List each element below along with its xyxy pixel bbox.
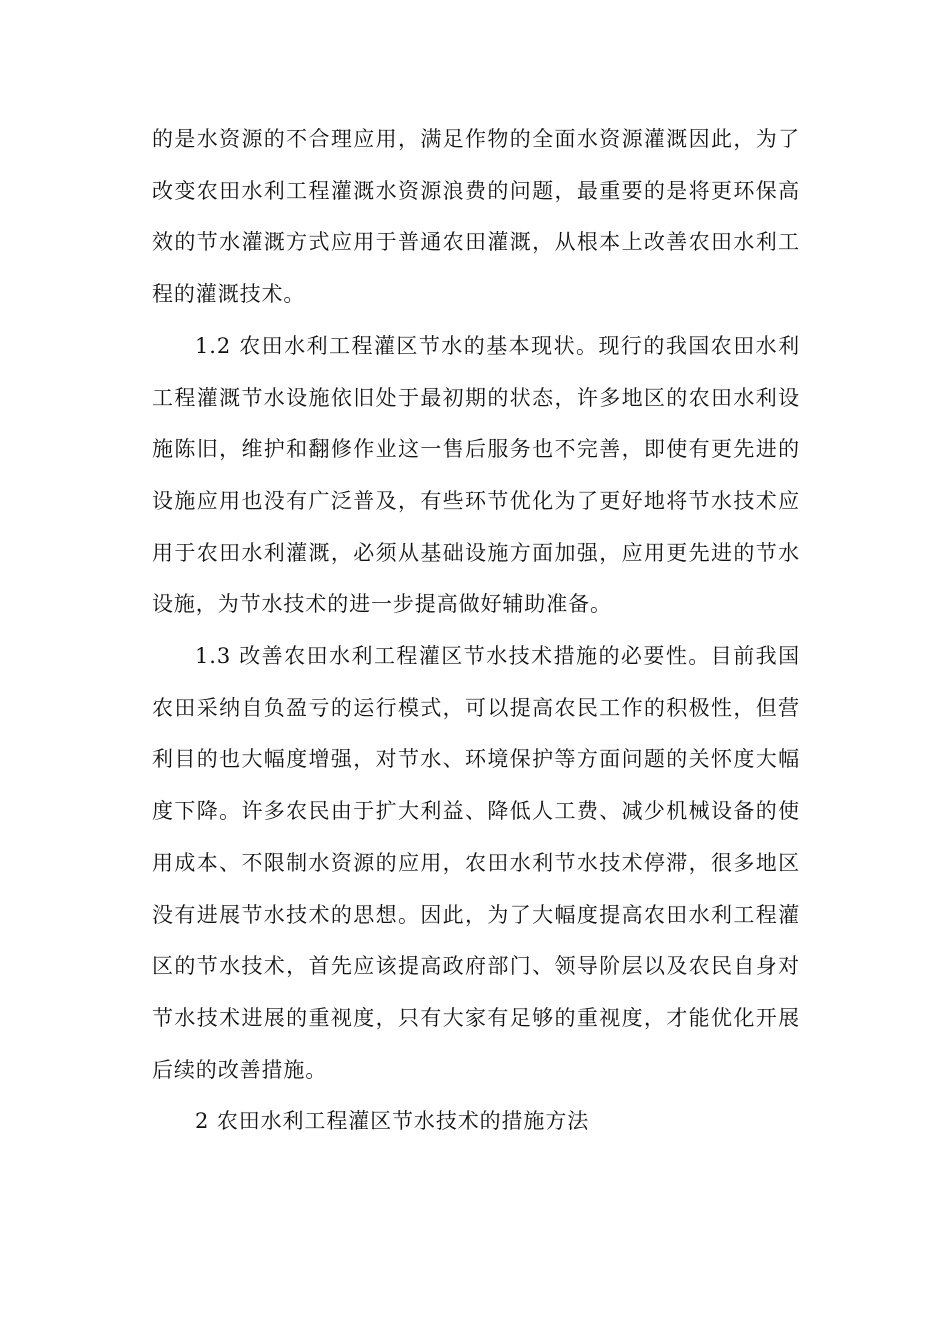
body-text (152, 114, 800, 1148)
paragraph-section-1-2: 1.2 农田水利工程灌区节水的基本现状。现行的我国农田水利工程灌溉节水设施依旧处于最初期的状态，许多地区的农田水利设施陈旧，维护和翻修作业这一售后服务也不完善，即使有更先进的设施应用也没有广泛普及，有些环节优化为了更好地将节水技术应用于农田水利灌溉，必须从基础设施方面加强，应用更先进的节水设施，为节水技术的进一步提高做好辅助准备。 (152, 333, 800, 617)
section-heading-2: 2 农田水利工程灌区节水技术的措施方法 (195, 1109, 590, 1134)
paragraph-section-1-3: 1.3 改善农田水利工程灌区节水技术措施的必要性。目前我国农田采纳自负盈亏的运行模式，可以提高农民工作的积极性，但营利目的也大幅度增强，对节水、环境保护等方面问题的关怀度大幅度下降。许多农民由于扩大利益、降低人工费、减少机械设备的使用成本、不限制水资源的应用，农田水利节水技术停滞，很多地区没有进展节水技术的思想。因此，为了大幅度提高农田水利工程灌区的节水技术，首先应该提高政府部门、领导阶层以及农民自身对节水技术进展的重视度，只有大家有足够的重视度，才能优化开展后续的改善措施。 (152, 644, 800, 1082)
paragraph-continuation: 的是水资源的不合理应用，满足作物的全面水资源灌溉因此，为了改变农田水利工程灌溉水资源浪费的问题，最重要的是将更环保高效的节水灌溉方式应用于普通农田灌溉，从根本上改善农田水利工程的灌溉技术。 (152, 127, 800, 307)
